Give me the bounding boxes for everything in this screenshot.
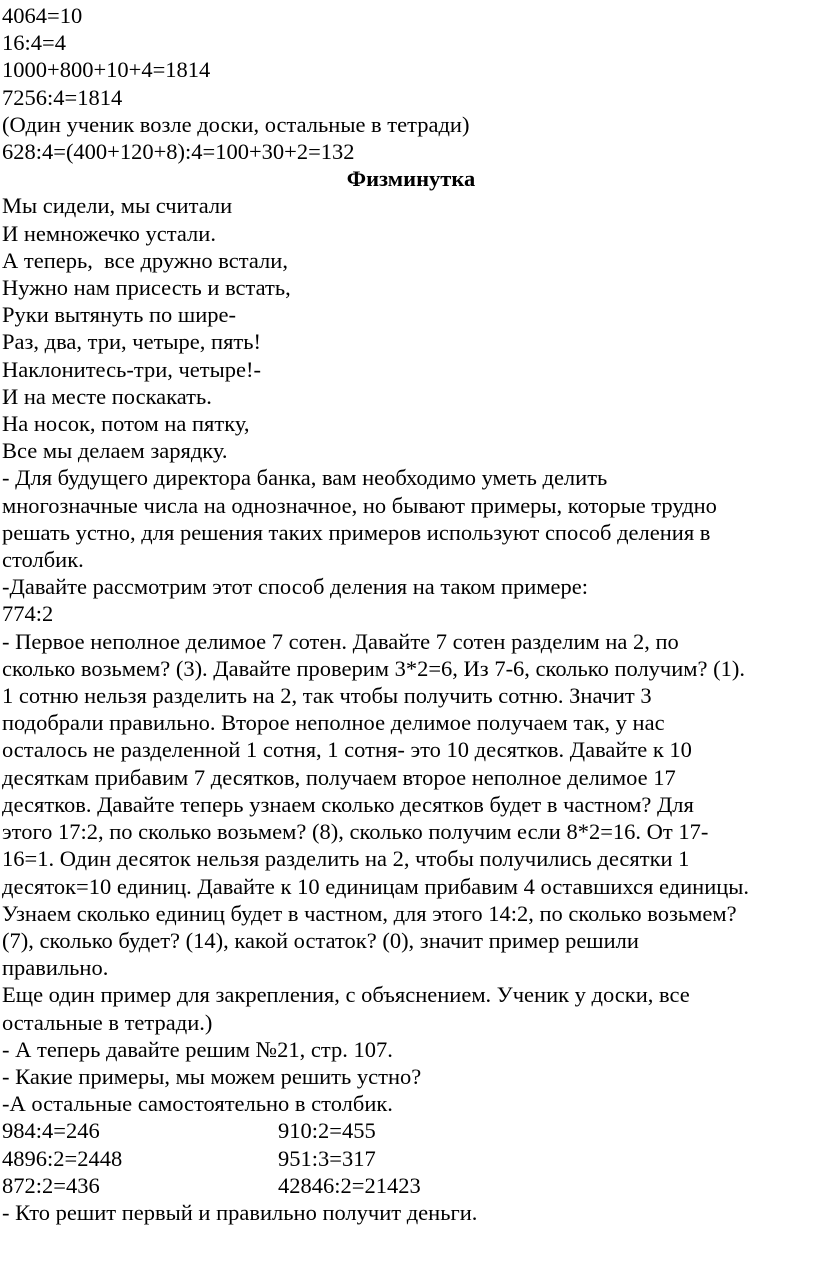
task-line: -А остальные самостоятельно в столбик. xyxy=(2,1091,393,1117)
paragraph-line: многозначные числа на однозначное, но бывают примеры, которые трудно xyxy=(2,492,717,518)
paragraph-line: правильно. xyxy=(2,955,109,981)
paragraph-line: (7), сколько будет? (14), какой остаток? (0), значит пример решили xyxy=(2,927,639,953)
paragraph-line: подобрали правильно. Второе неполное делимое получаем так, у нас xyxy=(2,710,665,736)
equation-line: 4064=10 xyxy=(2,3,83,28)
task-line: - Какие примеры, мы можем решить устно? xyxy=(2,1063,422,1089)
paragraph-line: остальные в тетради.) xyxy=(2,1009,213,1035)
paragraph-line: - Первое неполное делимое 7 сотен. Давайте 7 сотен разделим на 2, по xyxy=(2,628,679,654)
exercise-columns xyxy=(2,1117,816,1199)
paragraph-line: сколько возьмем? (3). Давайте проверим 3*2=6, Из 7-6, сколько получим? (1). xyxy=(2,655,745,681)
paragraph-line: - Для будущего директора банка, вам необходимо уметь делить xyxy=(2,465,608,491)
paragraph-explanation xyxy=(2,628,816,982)
exercise-left: 984:4=246 xyxy=(2,1118,100,1144)
equation-line: 1000+800+10+4=1814 xyxy=(2,57,211,83)
poem-line: А теперь, все дружно встали, xyxy=(2,247,288,273)
exercise-row xyxy=(2,1172,816,1199)
paragraph-line: этого 17:2, по сколько возьмем? (8), сколько получим если 8*2=16. От 17- xyxy=(2,819,709,845)
task-line: - А теперь давайте решим №21, стр. 107. xyxy=(2,1036,393,1062)
paragraph-line: столбик. xyxy=(2,547,84,573)
exercise-left: 4896:2=2448 xyxy=(2,1145,123,1171)
exercise-right: 951:3=317 xyxy=(278,1145,376,1171)
poem-line: Мы сидели, мы считали xyxy=(2,193,233,219)
instruction-line: (Один ученик возле доски, остальные в тетради) xyxy=(2,111,470,137)
final-line: - Кто решит первый и правильно получит деньги. xyxy=(2,1199,478,1225)
equation-line: 628:4=(400+120+8):4=100+30+2=132 xyxy=(2,139,355,165)
paragraph-method: -Давайте рассмотрим этот способ деления на таком примере: xyxy=(2,574,589,600)
poem-line: Наклонитесь-три, четыре!- xyxy=(2,356,261,382)
equation-line: 16:4=4 xyxy=(2,30,66,56)
task-instructions xyxy=(2,1036,816,1118)
exercise-row xyxy=(2,1145,816,1172)
poem-line: Все мы делаем зарядку. xyxy=(2,438,228,464)
top-lines xyxy=(2,2,816,165)
paragraph-line: решать устно, для решения таких примеров используют способ деления в xyxy=(2,519,711,545)
paragraph-line: осталось не разделенной 1 сотня, 1 сотня- это 10 десятков. Давайте к 10 xyxy=(2,737,692,763)
poem-line: На носок, потом на пятку, xyxy=(2,411,250,437)
paragraph-line: десятков. Давайте теперь узнаем сколько десятков будет в частном? Для xyxy=(2,791,694,817)
paragraph-line: Узнаем сколько единиц будет в частном, для этого 14:2, по сколько возьмем? xyxy=(2,900,737,926)
paragraph-reinforcement xyxy=(2,981,816,1035)
equation-line: 7256:4=1814 xyxy=(2,84,123,110)
paragraph-bank-director xyxy=(2,464,816,573)
poem-line: И на месте поскакать. xyxy=(2,383,212,409)
paragraph-line: десяток=10 единиц. Давайте к 10 единицам прибавим 4 оставшихся единицы. xyxy=(2,873,750,899)
exercise-right: 910:2=455 xyxy=(278,1118,376,1144)
poem-line: Раз, два, три, четыре, пять! xyxy=(2,329,262,355)
paragraph-line: Еще один пример для закрепления, с объяснением. Ученик у доски, все xyxy=(2,982,690,1008)
paragraph-line: 1 сотню нельзя разделить на 2, так чтобы получить сотню. Значит 3 xyxy=(2,683,652,709)
exercise-right: 42846:2=21423 xyxy=(278,1172,421,1198)
exercise-row xyxy=(2,1117,816,1144)
paragraph-line: десяткам прибавим 7 десятков, получаем второе неполное делимое 17 xyxy=(2,764,676,790)
example-expression: 774:2 xyxy=(2,601,54,627)
paragraph-line: 16=1. Один десяток нельзя разделить на 2, чтобы получились десятки 1 xyxy=(2,846,690,872)
exercise-left: 872:2=436 xyxy=(2,1172,100,1198)
section-heading: Физминутка xyxy=(346,166,476,192)
poem-line: Нужно нам присесть и встать, xyxy=(2,275,291,301)
poem-line: И немножечко устали. xyxy=(2,220,216,246)
poem-line: Руки вытянуть по шире- xyxy=(2,302,237,328)
poem xyxy=(2,192,816,464)
